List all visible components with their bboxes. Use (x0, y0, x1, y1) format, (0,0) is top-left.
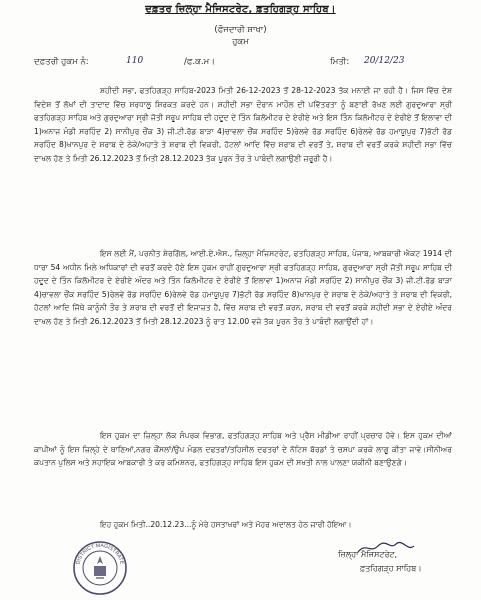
seal-text: DISTRICT MAGISTRATE (75, 542, 125, 566)
order-heading: ਹੁਕਮ (232, 37, 249, 47)
branch-code: /ਫ.ਕ.ਮ। (184, 57, 215, 67)
date-label: ਮਿਤੀ: (330, 57, 350, 67)
paragraph-publicity: ਇਸ ਹੁਕਮ ਦਾ ਜ਼ਿਲ੍ਹਾ ਲੋਕ ਸੰਪਰਕ ਵਿਭਾਗ, ਫਤਹਿਗੜ੍ਹ ਸਾਹਿਬ ਅਤੇ ਪ੍ਰੈਸ ਮੀਡੀਆ ਰਾਹੀਂ ਪ੍ਰਚਾਰ ਹੋਵੇ। ਇਸ ਹੁਕਮ ਦੀਆਂ ਕਾਪੀਆਂ ਨੂੰ ਇਸ ਜ਼ਿਲ੍ਹੇ ਦੇ ਥਾਣਿਆਂ,ਨਗਰ ਕੌਂਸਲਾਂ/ਉਪ ਮੰਡਲ ਦਫਤਰਾਂ/ਤਹਿਸੀਲ ਦਫਤਰਾਂ ਦੇ ਨੋਟਿਸ ਬੋਰਡਾਂ ਤੇ ਚਸਪਾ ਕਰਕੇ ਲਾਗੂ ਕੀਤਾ ਜਾਵੇ।ਸੀਨੀਅਰ ਕਪਤਾਨ ਪੁਲਿਸ ਅਤੇ ਸਹਾਇਕ ਆਬਕਾਰੀ ਤੇ ਕਰ ਕਮਿਸ਼ਨਰ, ਫਤਹਿਗੜ੍ਹ ਸਾਹਿਬ ਇਸ ਹੁਕਮ ਦੀ ਸਖਤੀ ਨਾਲ ਪਾਲਣਾ ਯਕੀਨੀ ਬਣਾਉਣਗੇ। (34, 431, 452, 468)
order-number-label: ਦਫ਼ਤਰੀ ਹੁਕਮ ਨੰ: (34, 57, 89, 67)
official-seal (72, 540, 128, 596)
signatory-place: ਫ਼ਤਹਿਗੜ੍ਹ ਸਾਹਿਬ। (360, 564, 422, 573)
reference-line (34, 57, 464, 71)
signatory-title: ਜ਼ਿਲ੍ਹਾ ਮੈਜਿਸਟਰੇਟ, (338, 550, 398, 559)
paragraph-issued: ਇਹ ਹੁਕਮ ਮਿਤੀ..20.12.23...ਨੂੰ ਮੇਰੇ ਹਸਤਾਖਰਾਂ ਅਤੇ ਮੋਹਰ ਅਦਾਲਤ ਹੇਠ ਜਾਰੀ ਹੋਇਆ। (100, 520, 352, 529)
paragraph-prohibition: ਇਸ ਲਈ ਮੈਂ, ਪਰਨੀਤ ਸ਼ੇਰਗਿੱਲ, ਆਈ.ਏ.ਐਸ., ਜ਼ਿਲ੍ਹਾ ਮੈਜਿਸਟਰੇਟ, ਫਤਹਿਗੜ੍ਹ ਸਾਹਿਬ, ਪੰਜਾਬ, ਆਬਕਾਰੀ ਐਕਟ 1914 ਦੀ ਧਾਰਾ 54 ਅਧੀਨ ਮਿਲੇ ਅਧਿਕਾਰਾਂ ਦੀ ਵਰਤੋਂ ਕਰਦੇ ਹੋਏ ਇਸ ਹੁਕਮ ਰਾਹੀਂ ਗੁਰਦੁਆਰਾ ਸ੍ਰੀ ਫਤਹਿਗੜ੍ਹ ਸਾਹਿਬ, ਗੁਰਦੁਆਰਾ ਸ੍ਰੀ ਜੋਤੀ ਸਰੂਪ ਸਾਹਿਬ ਦੀ ਹਦੂਦ ਦੇ ਤਿੰਨ ਕਿਲੋਮੀਟਰ ਦੇ ਏਰੀਏ ਅੰਦਰ ਅਤੇ ਤਿੰਨ ਕਿਲੋਮੀਟਰ ਦੇ ਏਰੀਏ ਤੋਂ ਇਲਾਵਾ 1)ਅਨਾਜ ਮੰਡੀ ਸਰਹਿੰਦ 2) ਸਾਨੀਪੁਰ ਚੌਂਕ 3) ਜੀ.ਟੀ.ਰੋਡ ਬਾੜਾ 4)ਚਾਵਲਾ ਚੌਂਕ ਸਰਹਿੰਦ 5)ਰੇਲਵੇ ਰੋਡ ਸਰਹਿੰਦ 6)ਰੇਲਵੇ ਰੋਡ ਹਮਾਯੂਪੁਰ 7)ਭੱਟੀ ਰੋਡ ਸਰਹਿੰਦ 8)ਖਾਨਪੁਰ ਦੇ ਸ਼ਰਾਬ ਦੇ ਠੇਕੇ/ਅਹਾਤੇ ਤੇ ਸ਼ਰਾਬ ਦੀ ਵਿਕਰੀ, ਹੋਟਲਾਂ ਆਦਿ ਜਿੱਥੇ ਕਾਨੂੰਨੀ ਤੌਰ ਤੇ ਸ਼ਰਾਬ ਦੀ ਵਰਤੋਂ ਦੀ ਇਜਾਜ਼ਤ ਹੈ, ਵਿੱਚ ਸ਼ਰਾਬ ਦੀ ਵਰਤੋਂ ਕਰਨ, ਸ਼ਰਾਬ ਦੀ ਵਰਤੋਂ ਕਰਕੇ ਸ਼ਹੀਦੀ ਸਭਾ ਦੇ ਏਰੀਏ ਅੰਦਰ ਦਾਖਲ ਹੋਣ ਤੇ ਮਿਤੀ 26.12.2023 ਤੋਂ ਮਿਤੀ 28.12.2023 ਨੂੰ ਰਾਤ 12.00 ਵਜੇ ਤੱਕ ਪੂਰਨ ਤੌਰ ਤੇ ਪਾਬੰਦੀ ਲਗਾਉਂਦੀ ਹਾਂ। (34, 249, 452, 326)
paragraph-background: ਸ਼ਹੀਦੀ ਸਭਾ, ਫਤਹਿਗੜ੍ਹ ਸਾਹਿਬ-2023 ਮਿਤੀ 26-12-2023 ਤੋਂ 28-12-2023 ਤੱਕ ਮਨਾਈ ਜਾ ਰਹੀ ਹੈ। ਜਿਸ ਵਿੱਚ ਦੇਸ਼ ਵਿਦੇਸ਼ ਤੋਂ ਲੱਖਾਂ ਦੀ ਤਾਦਾਦ ਵਿੱਚ ਸ਼ਰਧਾਲੂ ਸ਼ਿਰਕਤ ਕਰਦੇ ਹਨ। ਸ਼ਹੀਦੀ ਸਭਾ ਦੌਰਾਨ ਮਾਹੌਲ ਦੀ ਪਵਿੱਤਰਤਾ ਨੂੰ ਬਣਾਈ ਰੱਖਣ ਲਈ ਗੁਰਦੁਆਰਾ ਸ੍ਰੀ ਫਤਹਿਗੜ੍ਹ ਸਾਹਿਬ ਅਤੇ ਗੁਰਦੁਆਰਾ ਸ੍ਰੀ ਜੋਤੀ ਸਰੂਪ ਸਾਹਿਬ ਦੀ ਹਦੂਦ ਦੇ ਤਿੰਨ ਕਿਲੋਮੀਟਰ ਦੇ ਏਰੀਏ ਅਤੇ ਇਸ ਤਿੰਨ ਕਿਲੋਮੀਟਰ ਦੇ ਏਰੀਏ ਤੋਂ ਇਲਾਵਾ ਦੀ 1)ਅਨਾਜ ਮੰਡੀ ਸਰਹਿੰਦ 2) ਸਾਨੀਪੁਰ ਚੌਂਕ 3) ਜੀ.ਟੀ.ਰੋਡ ਬਾੜਾ 4)ਚਾਵਲਾ ਚੌਂਕ ਸਰਹਿੰਦ 5)ਰੇਲਵੇ ਰੋਡ ਸਰਹਿੰਦ 6)ਰੇਲਵੇ ਰੋਡ ਹਮਾਯੂਪੁਰ 7)ਭੱਟੀ ਰੋਡ ਸਰਹਿੰਦ 8)ਖਾਨਪੁਰ ਦੇ ਸ਼ਰਾਬ ਦੇ ਠੇਕੇ/ਅਹਾਤੇ ਤੇ ਸ਼ਰਾਬ ਦੀ ਵਿਕਰੀ, ਹੋਟਲਾਂ ਆਦਿ ਵਿੱਚ ਸ਼ਰਾਬ ਦੀ ਵਰਤੋਂ ਤੇ, ਸ਼ਰਾਬ ਦੀ ਵਰਤੋਂ ਕਰਕੇ ਸ਼ਹੀਦੀ ਸਭਾ ਵਿੱਚ ਦਾਖਲ ਹੋਣ ਤੇ ਮਿਤੀ 26.12.2023 ਤੋਂ ਮਿਤੀ 28.12.2023 ਤੱਕ ਪੂਰਨ ਤੌਰ ਤੇ ਪਾਬੰਦੀ ਲਗਾਉਣੀ ਜ਼ਰੂਰੀ ਹੈ। (34, 86, 452, 163)
order-number: 110 (126, 56, 144, 66)
office-header: ਦਫ਼ਤਰ ਜ਼ਿਲ੍ਹਾ ਮੈਜਿਸਟਰੇਟ, ਫ਼ਤਹਿਗੜ੍ਹ ਸਾਹਿਬ। (145, 4, 336, 15)
branch-subtitle: (ਫੌਜਦਾਰੀ ਸ਼ਾਖਾ) (214, 25, 267, 35)
signature-block (338, 548, 422, 576)
order-date: 20/12/23 (364, 56, 405, 66)
